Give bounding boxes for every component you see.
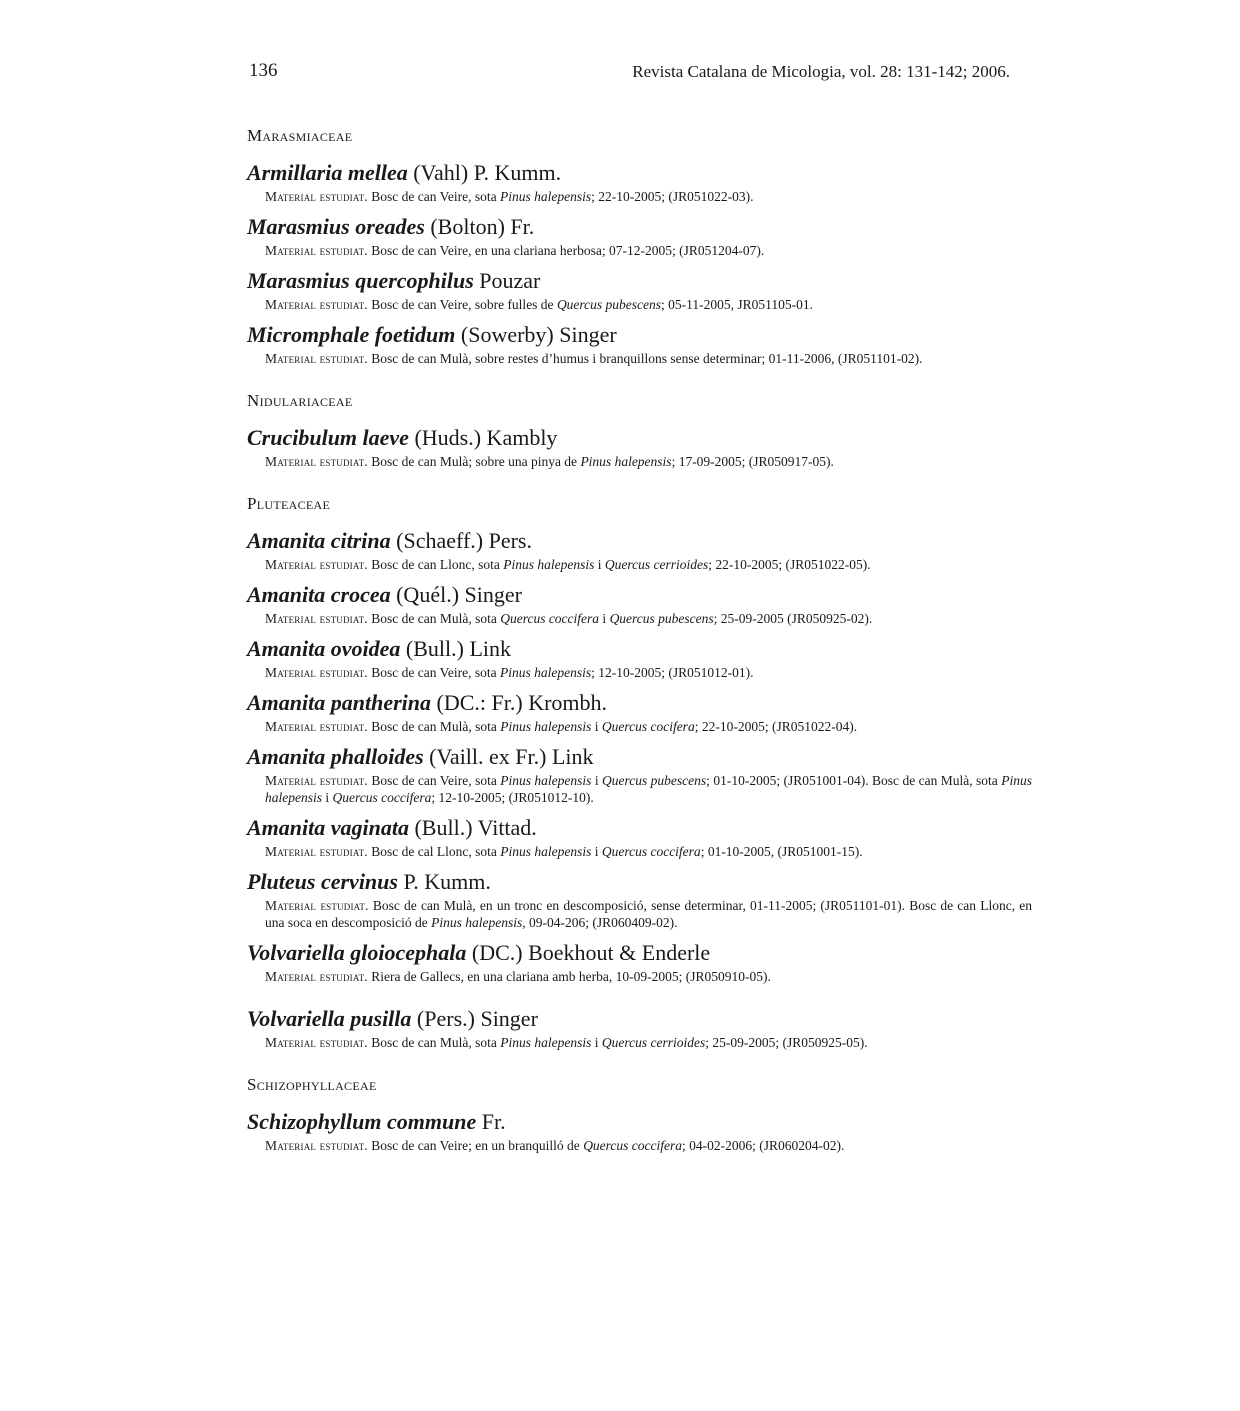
species-binomial: Amanita pantherina	[247, 690, 432, 715]
species-binomial: Amanita phalloides	[247, 744, 424, 769]
species-entry	[247, 815, 1032, 860]
material-label: Material estudiat.	[265, 351, 368, 366]
material-studied: Material estudiat. Bosc de cal Llonc, sota Pinus halepensis i Quercus coccifera; 01-10-2005, (JR051001-15).	[265, 844, 863, 859]
species-binomial: Amanita crocea	[247, 582, 391, 607]
species-list	[247, 126, 1032, 1178]
material-label: Material estudiat.	[265, 719, 368, 734]
species-author: (DC.) Boekhout & Enderle	[471, 940, 711, 965]
species-title	[247, 815, 1032, 841]
page-number: 136	[249, 60, 278, 81]
material-studied: Material estudiat. Bosc de can Veire; en un branquilló de Quercus coccifera; 04-02-2006; (JR060204-02).	[265, 1138, 845, 1153]
family-section	[247, 126, 1032, 367]
host-species: Pinus halepensis	[500, 719, 592, 734]
species-author: P. Kumm.	[403, 869, 491, 894]
species-author: (Bull.) Vittad.	[414, 815, 537, 840]
material-label: Material estudiat.	[265, 189, 368, 204]
species-binomial: Armillaria mellea	[247, 160, 408, 185]
family-section	[247, 494, 1032, 1051]
family-section	[247, 391, 1032, 470]
species-author: (Pers.) Singer	[416, 1006, 538, 1031]
species-title	[247, 1006, 1032, 1032]
host-species: Pinus halepensis	[503, 557, 595, 572]
species-binomial: Amanita ovoidea	[247, 636, 401, 661]
species-title	[247, 636, 1032, 662]
host-species: Pinus halepensis	[499, 665, 592, 680]
host-species: Pinus halepensis	[500, 1035, 592, 1050]
material-label: Material estudiat.	[265, 297, 368, 312]
species-entry	[247, 528, 1032, 573]
species-author: (DC.: Fr.) Krombh.	[436, 690, 608, 715]
host-species: Quercus coccifera	[332, 790, 432, 805]
material-label: Material estudiat.	[265, 844, 368, 859]
host-species: Pinus halepensis	[500, 844, 592, 859]
family-heading: Pluteaceae	[247, 494, 331, 513]
species-binomial: Marasmius quercophilus	[247, 268, 474, 293]
species-binomial: Micromphale foetidum	[247, 322, 456, 347]
species-title	[247, 425, 1032, 451]
spacer	[247, 994, 1032, 1006]
species-author: Pouzar	[479, 268, 541, 293]
host-species: Pinus halepensis	[431, 915, 523, 930]
host-species: Quercus cerrioides	[604, 557, 709, 572]
species-binomial: Crucibulum laeve	[247, 425, 409, 450]
material-studied: Material estudiat. Bosc de can Veire, sota Pinus halepensis i Quercus pubescens; 01-10-2005; (JR051001-04). Bosc de can Mulà, sota Pinus halepensis i Quercus coccifera; 12-10-2005; (JR051012-10).	[265, 773, 1032, 805]
species-author: (Bolton) Fr.	[430, 214, 535, 239]
material-label: Material estudiat.	[265, 1138, 368, 1153]
species-author: (Huds.) Kambly	[414, 425, 558, 450]
family-heading: Nidulariaceae	[247, 391, 353, 410]
species-binomial: Schizophyllum commune	[247, 1109, 477, 1134]
material-studied: Material estudiat. Bosc de can Veire, sota Pinus halepensis; 12-10-2005; (JR051012-01).	[265, 665, 754, 680]
species-entry	[247, 636, 1032, 681]
species-author: (Vahl) P. Kumm.	[413, 160, 562, 185]
species-entry	[247, 214, 1032, 259]
species-title	[247, 690, 1032, 716]
species-title	[247, 214, 1032, 240]
species-binomial: Pluteus cervinus	[247, 869, 398, 894]
species-entry	[247, 582, 1032, 627]
species-title	[247, 322, 1032, 348]
material-label: Material estudiat.	[265, 773, 368, 788]
species-title	[247, 160, 1032, 186]
species-entry	[247, 160, 1032, 205]
species-title	[247, 528, 1032, 554]
species-entry	[247, 322, 1032, 367]
species-binomial: Volvariella gloiocephala	[247, 940, 467, 965]
host-species: Quercus coccifera	[500, 611, 600, 626]
species-author: Fr.	[481, 1109, 506, 1134]
species-author: (Bull.) Link	[405, 636, 511, 661]
material-studied: Material estudiat. Bosc de can Mulà, sota Pinus halepensis i Quercus cocifera; 22-10-2005; (JR051022-04).	[265, 719, 858, 734]
family-heading: Schizophyllaceae	[247, 1075, 377, 1094]
host-species: Pinus halepensis	[499, 189, 592, 204]
species-title	[247, 582, 1032, 608]
running-head: Revista Catalana de Micologia, vol. 28: 131-142; 2006.	[632, 62, 1010, 81]
material-studied: Material estudiat. Bosc de can Veire, sota Pinus halepensis; 22-10-2005; (JR051022-03).	[265, 189, 754, 204]
host-species: Quercus coccifera	[601, 844, 701, 859]
species-author: (Quél.) Singer	[396, 582, 522, 607]
host-species: Quercus coccifera	[583, 1138, 683, 1153]
material-studied: Material estudiat. Bosc de can Mulà, en un tronc en descomposició, sense determinar, 01-11-2005; (JR051101-01). Bosc de can Llonc, en una soca en descomposició de Pinus halepensis, 09-04-206; (JR060409-02).	[265, 898, 1033, 930]
species-entry	[247, 268, 1032, 313]
material-studied: Material estudiat. Bosc de can Veire, en una clariana herbosa; 07-12-2005; (JR051204-07).	[265, 243, 765, 258]
species-title	[247, 869, 1032, 895]
species-binomial: Volvariella pusilla	[247, 1006, 412, 1031]
material-label: Material estudiat.	[265, 898, 369, 913]
host-species: Quercus pubescens	[556, 297, 662, 312]
material-label: Material estudiat.	[265, 243, 368, 258]
host-species: Quercus cocifera	[601, 719, 695, 734]
material-studied: Material estudiat. Bosc de can Mulà, sobre restes d’humus i branquillons sense determinar; 01-11-2006, (JR051101-02).	[265, 351, 923, 366]
host-species: Pinus halepensis	[500, 773, 592, 788]
species-entry	[247, 869, 1032, 931]
species-entry	[247, 1109, 1032, 1154]
material-label: Material estudiat.	[265, 1035, 368, 1050]
species-title	[247, 744, 1032, 770]
species-author: (Vaill. ex Fr.) Link	[429, 744, 594, 769]
species-title	[247, 268, 1032, 294]
species-entry	[247, 1006, 1032, 1051]
host-species: Pinus halepensis	[580, 454, 672, 469]
species-binomial: Amanita citrina	[247, 528, 391, 553]
material-studied: Material estudiat. Riera de Gallecs, en una clariana amb herba, 10-09-2005; (JR050910-05).	[265, 969, 771, 984]
material-label: Material estudiat.	[265, 454, 368, 469]
host-species: Quercus pubescens	[609, 611, 714, 626]
species-binomial: Amanita vaginata	[247, 815, 409, 840]
species-title	[247, 940, 1032, 966]
species-title	[247, 1109, 1032, 1135]
host-species: Quercus cerrioides	[601, 1035, 706, 1050]
family-heading: Marasmiaceae	[247, 126, 353, 145]
material-studied: Material estudiat. Bosc de can Llonc, sota Pinus halepensis i Quercus cerrioides; 22-10-2005; (JR051022-05).	[265, 557, 871, 572]
material-studied: Material estudiat. Bosc de can Veire, sobre fulles de Quercus pubescens; 05-11-2005, JR051105-01.	[265, 297, 814, 312]
material-label: Material estudiat.	[265, 665, 368, 680]
family-section	[247, 1075, 1032, 1154]
material-label: Material estudiat.	[265, 557, 368, 572]
species-entry	[247, 425, 1032, 470]
species-author: (Sowerby) Singer	[460, 322, 617, 347]
host-species: Quercus pubescens	[602, 773, 707, 788]
species-binomial: Marasmius oreades	[247, 214, 425, 239]
species-entry	[247, 690, 1032, 735]
material-studied: Material estudiat. Bosc de can Mulà, sota Pinus halepensis i Quercus cerrioides; 25-09-2005; (JR050925-05).	[265, 1035, 868, 1050]
material-label: Material estudiat.	[265, 969, 368, 984]
material-studied: Material estudiat. Bosc de can Mulà, sota Quercus coccifera i Quercus pubescens; 25-09-2005 (JR050925-02).	[265, 611, 873, 626]
species-entry	[247, 940, 1032, 985]
material-label: Material estudiat.	[265, 611, 368, 626]
material-studied: Material estudiat. Bosc de can Mulà; sobre una pinya de Pinus halepensis; 17-09-2005; (JR050917-05).	[265, 454, 834, 469]
species-entry	[247, 744, 1032, 806]
host-species: Pinus halepensis	[265, 773, 1032, 805]
species-author: (Schaeff.) Pers.	[396, 528, 532, 553]
